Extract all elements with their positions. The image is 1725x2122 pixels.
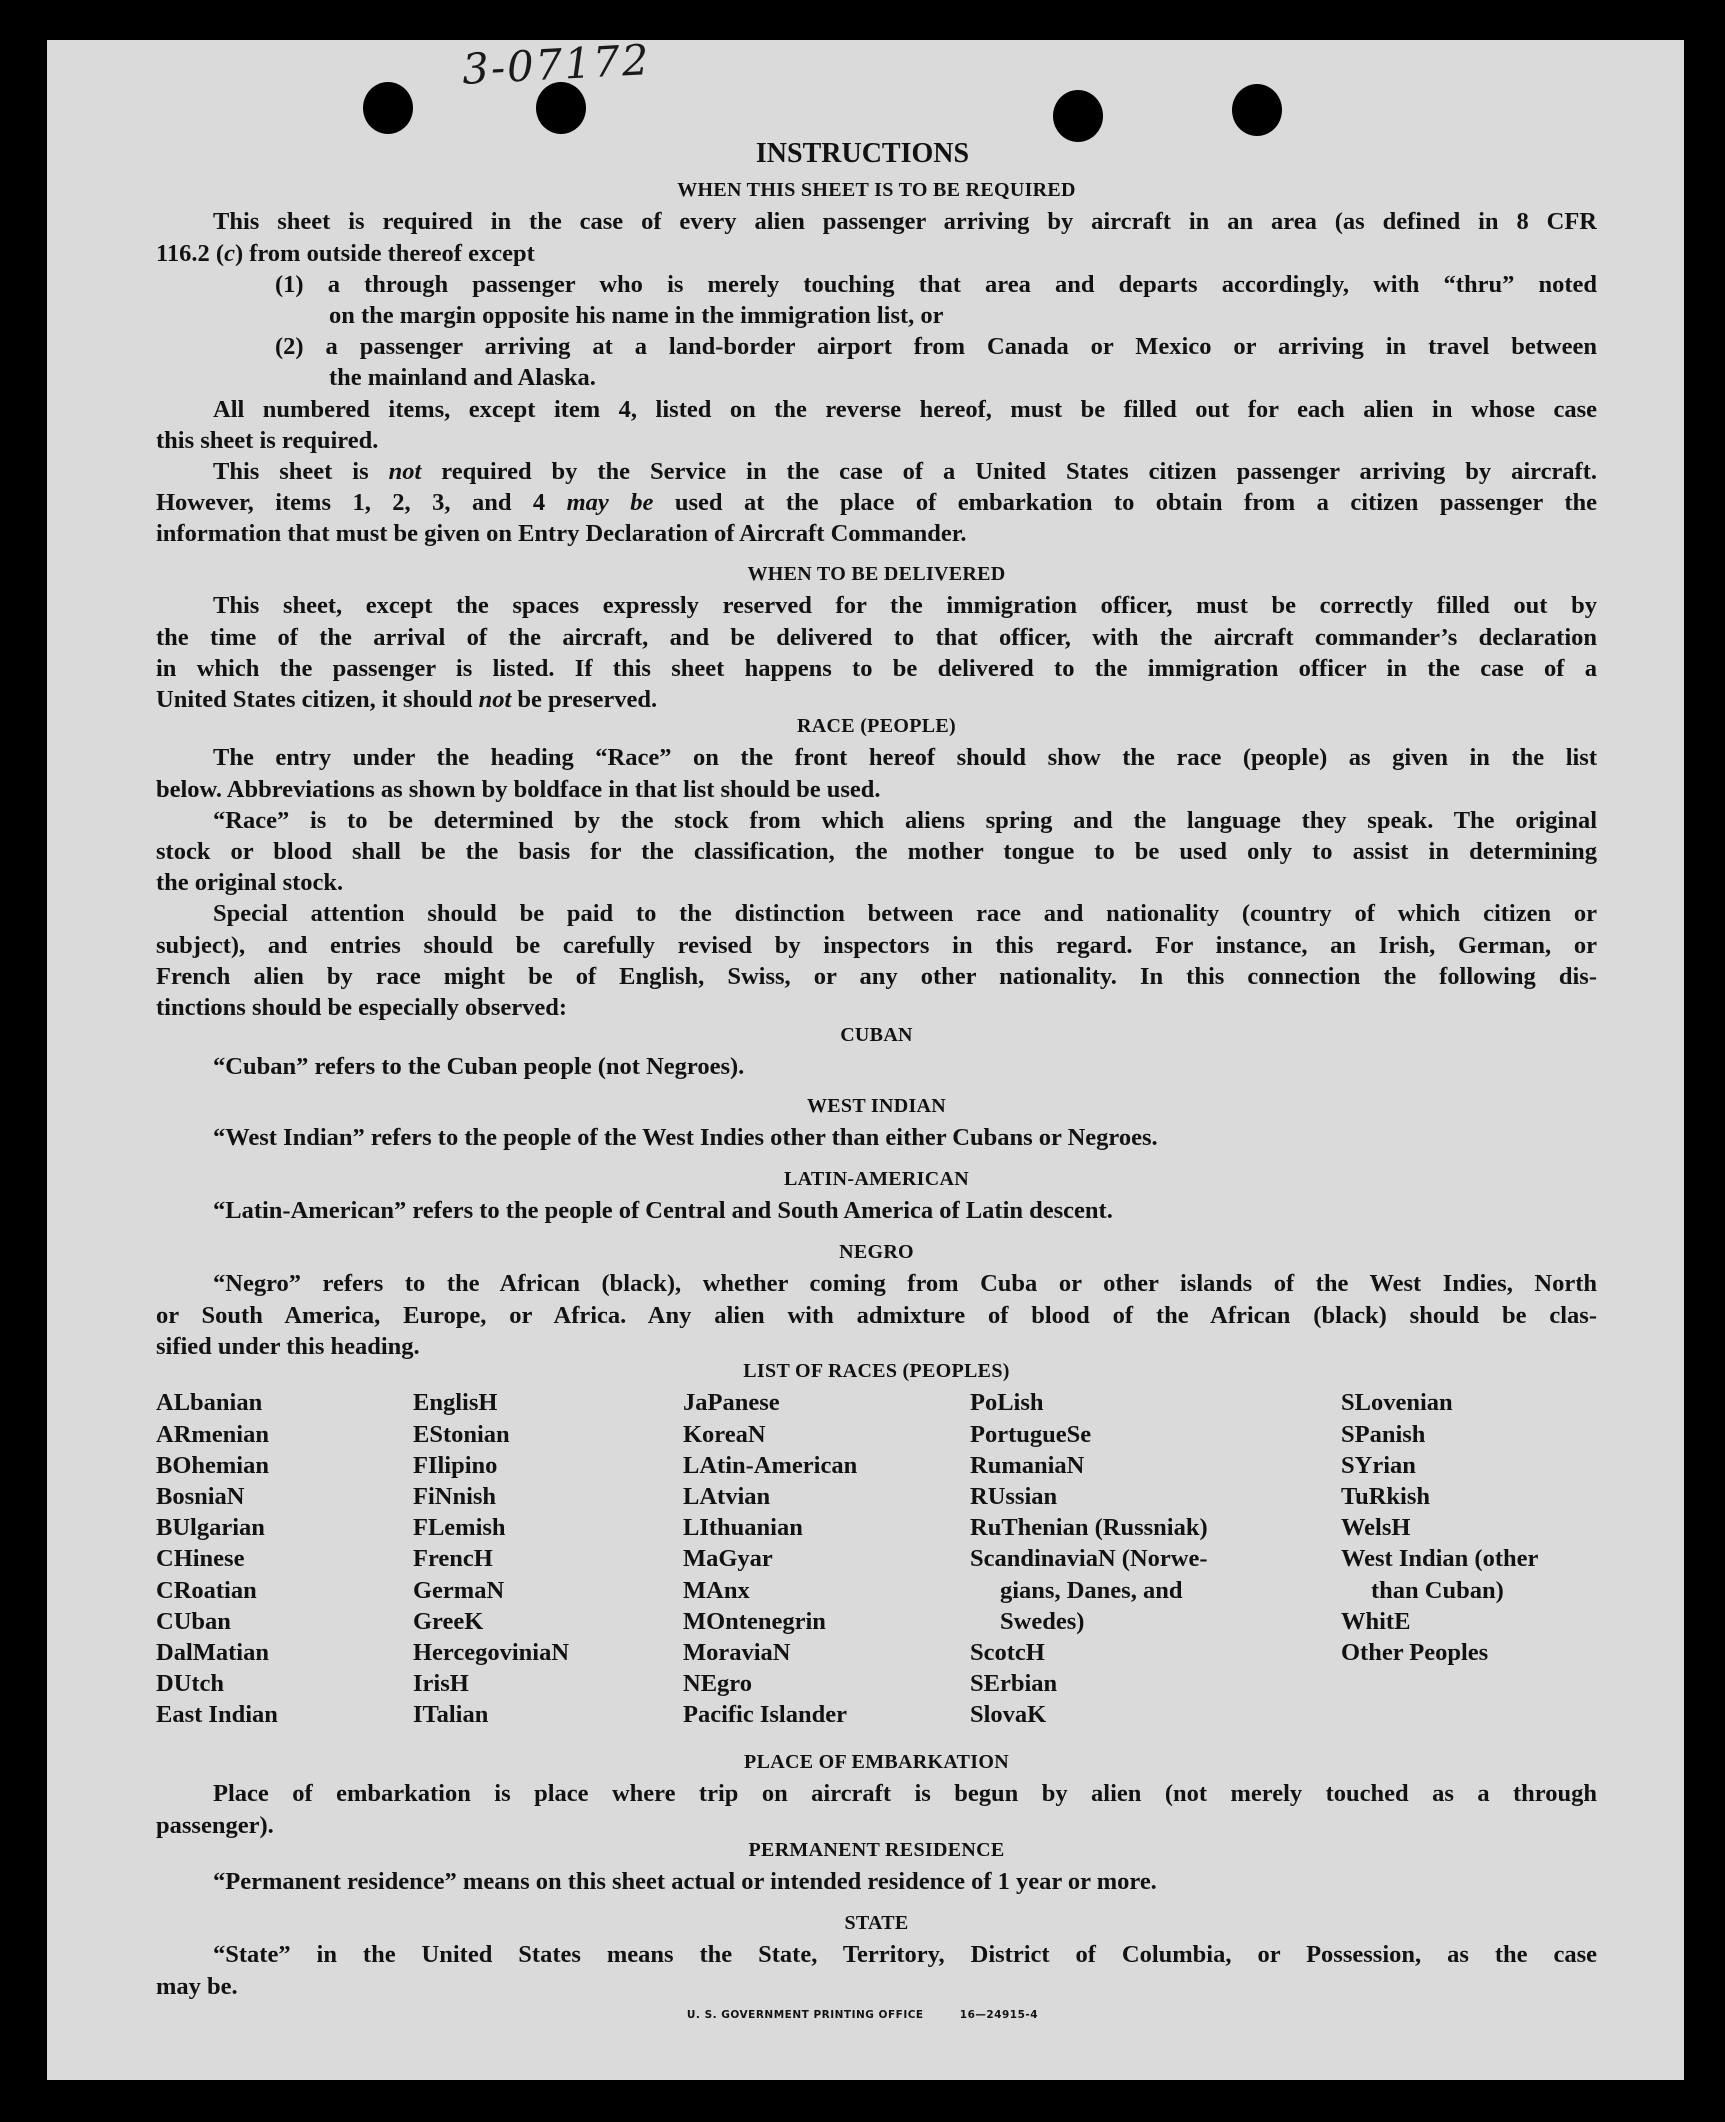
race-item: MAnx — [683, 1576, 750, 1604]
text-line: “West Indian” refers to the people of the West Indies other than either Cubans or Negroes. — [213, 1124, 1158, 1152]
section-heading: WHEN TO BE DELIVERED — [747, 563, 1006, 585]
section-heading: NEGRO — [839, 1241, 914, 1263]
race-item: NEgro — [683, 1670, 752, 1698]
page-title: INSTRUCTIONS — [755, 138, 970, 169]
race-item: LAtin-American — [683, 1451, 858, 1479]
section-race-people — [156, 711, 1597, 1023]
section-heading: LATIN-AMERICAN — [784, 1168, 969, 1190]
race-item: SErbian — [970, 1670, 1058, 1698]
text-line: French alien by race might be of English, Swiss, or any other nationality. In this connection the following dis- — [156, 962, 1597, 990]
race-item: GreeK — [413, 1607, 484, 1635]
race-item: LIthuanian — [683, 1514, 803, 1542]
text-line: “Cuban” refers to the Cuban people (not Negroes). — [213, 1053, 745, 1081]
section-heading: PLACE OF EMBARKATION — [744, 1751, 1009, 1773]
text-line: tinctions should be especially observed: — [156, 993, 568, 1021]
race-item: BUlgarian — [156, 1514, 265, 1542]
text-line: below. Abbreviations as shown by boldface in that list should be used. — [156, 775, 881, 803]
text-line: (1) a through passenger who is merely touching that area and departs accordingly, with “thru” noted — [275, 270, 1597, 298]
race-item: CHinese — [156, 1545, 245, 1573]
text-line: (2) a passenger arriving at a land-border airport from Canada or Mexico or arriving in travel between — [275, 333, 1597, 361]
race-item: HercegoviniaN — [413, 1638, 570, 1666]
race-item: BosniaN — [156, 1482, 245, 1510]
section-heading: WHEN THIS SHEET IS TO BE REQUIRED — [677, 179, 1076, 201]
race-item: JaPanese — [683, 1389, 780, 1417]
race-item: LAtvian — [683, 1482, 771, 1510]
punch-hole — [536, 82, 586, 134]
race-item: MOntenegrin — [683, 1607, 826, 1635]
text-line: All numbered items, except item 4, listed on the reverse hereof, must be filled out for each alien in whose case — [213, 395, 1597, 423]
race-item: WhitE — [1341, 1607, 1411, 1635]
race-item: SPanish — [1341, 1420, 1426, 1448]
races-column — [156, 1387, 278, 1730]
punch-hole — [363, 82, 413, 134]
section-when-to-be-delivered — [156, 559, 1597, 715]
race-item: SYrian — [1341, 1451, 1416, 1479]
section-when-this-sheet-is-to-be-required — [156, 175, 1597, 549]
text-line: subject), and entries should be carefully revised by inspectors in this regard. For instance, an Irish, German, or — [156, 931, 1597, 959]
race-item: gians, Danes, and — [1000, 1576, 1183, 1604]
race-item: CUban — [156, 1607, 231, 1635]
text-line: “State” in the United States means the State, Territory, District of Columbia, or Possession, as the case — [213, 1941, 1597, 1969]
race-item: than Cuban) — [1371, 1576, 1504, 1604]
race-item: PoLish — [970, 1389, 1044, 1417]
race-item: Other Peoples — [1341, 1638, 1489, 1666]
text-segment: This sheet is — [213, 457, 389, 485]
text-line: The entry under the heading “Race” on the front hereof should show the race (people) as given in the list — [213, 744, 1597, 772]
race-item: FLemish — [413, 1514, 506, 1542]
text-segment: used at the place of embarkation to obtain from a citizen passenger the — [653, 489, 1597, 517]
race-item: EStonian — [413, 1420, 510, 1448]
text-segment: 116.2 ( — [156, 239, 225, 267]
race-item: IrisH — [413, 1670, 469, 1698]
section-heading: CUBAN — [840, 1024, 913, 1046]
race-item: West Indian (other — [1341, 1545, 1539, 1573]
text-segment: United States citizen, it should — [156, 685, 479, 713]
handwritten-file-number: 3-07172 — [460, 35, 652, 94]
text-line: “Permanent residence” means on this sheet actual or intended residence of 1 year or more. — [213, 1868, 1157, 1896]
race-item: WelsH — [1341, 1514, 1411, 1542]
race-item: FIlipino — [413, 1451, 498, 1479]
race-item: KoreaN — [683, 1420, 766, 1448]
printer-imprint — [0, 2009, 1725, 2021]
race-item: SlovaK — [970, 1701, 1047, 1729]
text-line: Place of embarkation is place where trip on aircraft is begun by alien (not merely touched as a through — [213, 1780, 1597, 1808]
section-place-of-embarkation — [156, 1747, 1597, 1841]
race-item: FiNnish — [413, 1482, 497, 1510]
punch-hole — [1053, 90, 1103, 142]
text-line: “Race” is to be determined by the stock from which aliens spring and the language they speak. The original — [213, 806, 1597, 834]
race-item: DalMatian — [156, 1638, 269, 1666]
punch-hole — [1232, 84, 1282, 136]
race-item: Pacific Islander — [683, 1701, 847, 1729]
race-item: ScandinaviaN (Norwe- — [970, 1545, 1208, 1573]
text-line: Special attention should be paid to the distinction between race and nationality (country of which citizen or — [213, 900, 1597, 928]
race-item: MaGyar — [683, 1545, 773, 1573]
list-of-races — [156, 1356, 1597, 1747]
text-segment: However, items 1, 2, 3, and 4 — [156, 489, 567, 517]
text-line: “Negro” refers to the African (black), whether coming from Cuba or other islands of the West Indies, North — [213, 1270, 1597, 1298]
race-item: SLovenian — [1341, 1389, 1453, 1417]
text-line: the mainland and Alaska. — [329, 364, 596, 392]
printer-name: U. S. GOVERNMENT PRINTING OFFICE — [686, 2009, 924, 2021]
section-cuban — [156, 1020, 1597, 1083]
section-permanent-residence — [156, 1835, 1597, 1898]
text-line — [156, 456, 1597, 487]
text-line: information that must be given on Entry Declaration of Aircraft Commander. — [156, 520, 967, 548]
text-line: “Latin-American” refers to the people of Central and South America of Latin descent. — [213, 1197, 1113, 1225]
section-negro — [156, 1237, 1597, 1362]
section-west-indian — [156, 1091, 1597, 1154]
races-column — [970, 1387, 1208, 1730]
race-item: EnglisH — [413, 1389, 498, 1417]
section-state — [156, 1908, 1597, 2002]
form-code: 16—24915-4 — [959, 2009, 1039, 2021]
race-item: ITalian — [413, 1701, 489, 1729]
text-line — [156, 487, 1597, 518]
race-item: RuThenian (Russniak) — [970, 1514, 1208, 1542]
section-heading: LIST OF RACES (PEOPLES) — [743, 1360, 1010, 1382]
race-item: ALbanian — [156, 1389, 263, 1417]
race-item: MoraviaN — [683, 1638, 791, 1666]
races-column — [683, 1387, 857, 1730]
races-column — [413, 1387, 569, 1730]
text-segment: required by the Service in the case of a United States citizen passenger arriving by aircraft. — [421, 457, 1597, 485]
italic-text: not — [478, 685, 512, 713]
section-heading: WEST INDIAN — [806, 1095, 947, 1117]
text-line: this sheet is required. — [156, 426, 379, 454]
section-heading: STATE — [844, 1912, 909, 1934]
races-columns — [156, 1387, 1597, 1747]
text-line: the time of the arrival of the aircraft, and be delivered to that officer, with the aircraft commander’s declaration — [156, 623, 1597, 651]
race-item: Swedes) — [1000, 1607, 1085, 1635]
text-segment: be preserved. — [511, 685, 658, 713]
text-line: the original stock. — [156, 869, 344, 897]
race-item: TuRkish — [1341, 1482, 1431, 1510]
text-line: on the margin opposite his name in the immigration list, or — [329, 301, 944, 329]
text-line: or South America, Europe, or Africa. Any alien with admixture of blood of the African (black) should be clas- — [156, 1301, 1597, 1329]
text-line: may be. — [156, 1972, 238, 2000]
race-item: ARmenian — [156, 1420, 269, 1448]
section-heading: RACE (PEOPLE) — [797, 715, 956, 737]
race-item: East Indian — [156, 1701, 278, 1729]
italic-text: c — [224, 239, 235, 267]
italic-text: may be — [566, 489, 654, 517]
race-item: DUtch — [156, 1670, 225, 1698]
text-line: passenger). — [156, 1811, 274, 1839]
text-line: This sheet, except the spaces expressly reserved for the immigration officer, must be correctly filled out by — [213, 592, 1597, 620]
text-line: in which the passenger is listed. If this sheet happens to be delivered to the immigration officer in the case of a — [156, 654, 1597, 682]
race-item: FrencH — [413, 1545, 493, 1573]
race-item: RumaniaN — [970, 1451, 1085, 1479]
race-item: RUssian — [970, 1482, 1058, 1510]
race-item: GermaN — [413, 1576, 505, 1604]
race-item: ScotcH — [970, 1638, 1045, 1666]
text-line: This sheet is required in the case of every alien passenger arriving by aircraft in an area (as defined in 8 CFR — [213, 208, 1597, 236]
section-latin-american — [156, 1164, 1597, 1227]
section-heading: PERMANENT RESIDENCE — [748, 1839, 1005, 1861]
race-item: BOhemian — [156, 1451, 269, 1479]
races-column — [1341, 1387, 1538, 1668]
race-item: PortugueSe — [970, 1420, 1092, 1448]
text-line — [156, 238, 1597, 269]
text-line: sified under this heading. — [156, 1332, 420, 1360]
race-item: CRoatian — [156, 1576, 257, 1604]
text-segment: ) from outside thereof except — [234, 239, 535, 267]
italic-text: not — [388, 457, 422, 485]
text-line: stock or blood shall be the basis for the classification, the mother tongue to be used only to assist in determining — [156, 837, 1597, 865]
